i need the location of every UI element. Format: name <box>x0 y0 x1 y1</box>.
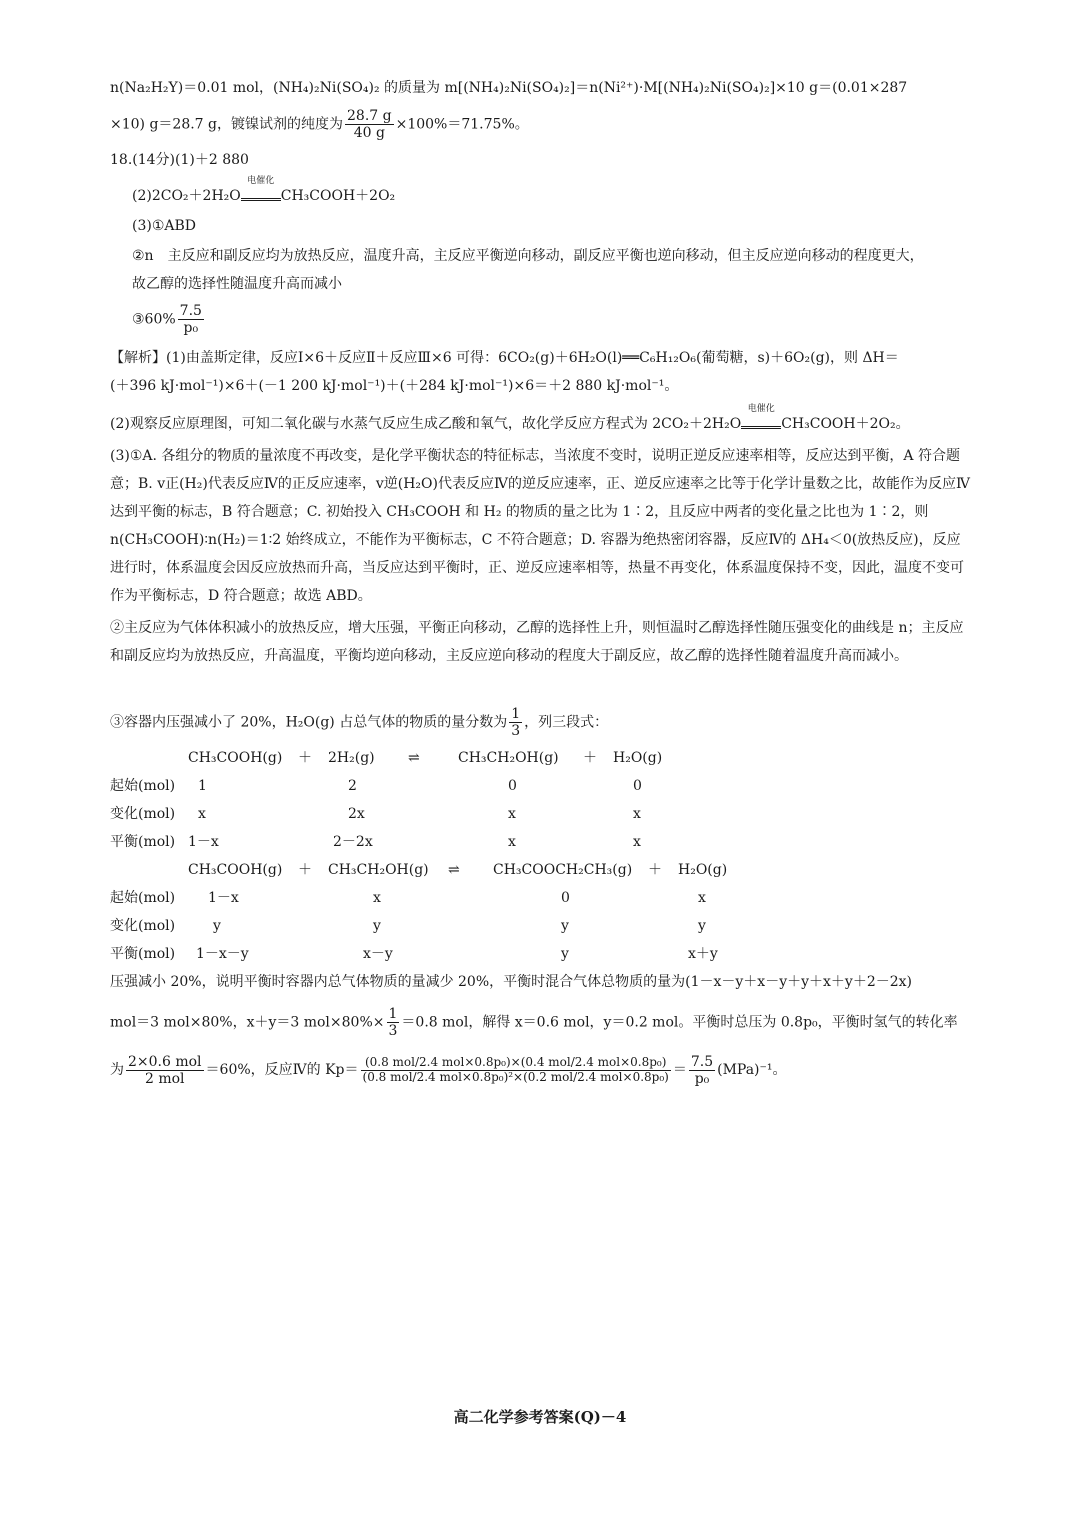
conversion-fraction: $\frac{\text{2×0.6 mol}}{\text{2 mol}}$ <box>128 1054 202 1088</box>
table-row: 变化(mol) x 2x x x <box>110 805 641 822</box>
analysis-line: 压强减小 20%，说明平衡时容器内总气体物质的量减少 20%，平衡时混合气体总物质的量为(1－x－y＋x－y＋y＋x＋y＋2－2x) <box>110 974 912 990</box>
table-row: 起始(mol) 1－x x 0 x <box>110 889 706 906</box>
analysis-paragraph: ②主反应为气体体积减小的放热反应，增大压强，平衡正向移动，乙醇的选择性上升，则恒温时乙醇选择性随压强变化的曲线是 n；主反应和副反应均为放热反应，升高温度，平衡均逆向移动，主反应逆向移动的程度大于副反应，故乙醇的选择性随着温度升高而减小。 <box>110 620 964 664</box>
kp-expression-fraction: $\frac{\text{(0.8 mol/2.4 mol×0.8p₀)×(0.4 mol/2.4 mol×0.8p₀)}}{\text{(0.8 mol/2.4 mol×0.8p₀)²×(0.2 mol/2.4 mol×0.8p₀)}}$ <box>362 1055 669 1085</box>
analysis-line: ③容器内压强减小了 20%，H₂O(g) 占总气体的物质的量分数为 $\frac{1}{3}$ ，列三段式： <box>110 706 609 740</box>
three-stage-table-1 <box>110 744 693 856</box>
three-stage-table-2 <box>110 856 758 968</box>
table-row: 平衡(mol) 1－x－y x－y y x＋y <box>110 945 718 962</box>
text-line: n(Na₂H₂Y)＝0.01 mol，(NH₄)₂Ni(SO₄)₂ 的质量为 m[(NH₄)₂Ni(SO₄)₂]＝n(Ni²⁺)·M[(NH₄)₂Ni(SO₄)₂]×10 g＝(0.01×287 <box>110 80 908 96</box>
answer-line: ③60% $\frac{7.5}{\text{p₀}}$ <box>132 303 202 337</box>
table-row: 变化(mol) y y y y <box>110 917 706 934</box>
analysis-line: (＋396 kJ·mol⁻¹)×6＋(－1 200 kJ·mol⁻¹)＋(＋284 kJ·mol⁻¹)×6＝＋2 880 kJ·mol⁻¹。 <box>110 378 679 394</box>
analysis-line: (2)观察反应原理图，可知二氧化碳与水蒸气反应生成乙酸和氧气，故化学反应方程式为 2CO₂＋2H₂O 电催化 CH₃COOH＋2O₂。 <box>110 414 970 435</box>
analysis-line: mol＝3 mol×80%，x＋y＝3 mol×80%× $\frac{1}{3}$ ＝0.8 mol，解得 x＝0.6 mol，y＝0.2 mol。平衡时总压为 0.8p₀，平衡时氢气的转化率 <box>110 1006 958 1040</box>
analysis-paragraph: (3)①A. 各组分的物质的量浓度不再改变，是化学平衡状态的特征标志，当浓度不变时，说明正逆反应速率相等，反应达到平衡，A 符合题意；B. v正(H₂)代表反应Ⅳ的正反应速率，v逆(H₂O)代表反应Ⅳ的逆反应速率，正、逆反应速率之比等于化学计量数之比，故能作为反应Ⅳ达到平衡的标志，B 符合题意；C. 初始投入 CH₃COOH 和 H₂ 的物质的量之比为 1∶2，且反应中两者的变化量之比也为 1∶2，则 n(CH₃COOH)∶n(H₂)＝1∶2 始终成立，不能作为平衡标志，C 不符合题意；D. 容器为绝热密闭容器，反应Ⅳ的 ΔH₄＜0(放热反应)，反应进行时，体系温度会因反应放热而升高，当反应达到平衡时，正、逆反应速率相等，热量不再变化，体系温度保持不变，因此，温度不变可作为平衡标志，D 符合题意；故选 ABD。 <box>110 448 970 604</box>
kp-answer-fraction: $\frac{7.5}{\text{p₀}}$ <box>179 303 202 337</box>
answer-line: 故乙醇的选择性随温度升高而减小 <box>132 276 342 292</box>
analysis-line: 【解析】(1)由盖斯定律，反应Ⅰ×6＋反应Ⅱ＋反应Ⅲ×6 可得：6CO₂(g)＋6H₂O(l)══C₆H₁₂O₆(葡萄糖，s)＋6O₂(g)，则 ΔH＝ <box>110 350 899 366</box>
condition-arrow: 电催化 <box>741 414 781 435</box>
answer-line: ②n 主反应和副反应均为放热反应，温度升高，主反应平衡逆向移动，副反应平衡也逆向移动，但主反应逆向移动的程度更大， <box>132 248 924 264</box>
fraction: $\frac{1}{3}$ <box>388 1006 398 1040</box>
equation-row: CH₃COOH(g) ＋ CH₃CH₂OH(g) ⇌ CH₃COOCH₂CH₃(g) ＋ H₂O(g) <box>188 861 728 878</box>
purity-line: ×10) g＝28.7 g，镀镍试剂的纯度为 $\frac{28.7 g}{40 g}$ ×100%＝71.75%。 <box>110 108 529 142</box>
equation-line: (2)2CO₂＋2H₂O 电催化 CH₃COOH＋2O₂ <box>132 186 992 207</box>
purity-fraction: $\frac{28.7 g}{40 g}$ <box>347 108 392 142</box>
page-footer: 高二化学参考答案(Q)－4 <box>453 1408 627 1426</box>
fraction: $\frac{1}{3}$ <box>511 706 521 740</box>
kp-result-fraction: $\frac{7.5}{\text{p₀}}$ <box>690 1054 714 1088</box>
table-row: 起始(mol) 1 2 0 0 <box>110 777 642 794</box>
question-heading: 18.(14分)(1)＋2 880 <box>110 152 249 168</box>
equation-row: CH₃COOH(g) ＋ 2H₂(g) ⇌ CH₃CH₂OH(g) ＋ H₂O(g) <box>188 749 663 766</box>
table-row: 平衡(mol) 1－x 2－2x x x <box>110 833 641 850</box>
condition-arrow: 电催化 <box>241 186 281 207</box>
kp-calculation-line: 为 $\frac{\text{2×0.6 mol}}{\text{2 mol}}$ ＝60%，反应Ⅳ的 Kp＝ $\frac{\text{(0.8 mol/2.4 mol×0.8p₀)×(0.4 mol/2.4 mol×0.8p₀)}}{\text{(0.8 mol/2.4 mol×0.8p₀)²×(0.2 mol/2.4 mol×0.8p₀)}}$ ＝ $\frac{7.5}{\text{p₀}}$ (MPa)⁻¹。 <box>110 1054 787 1088</box>
answer-line: (3)①ABD <box>132 218 197 234</box>
